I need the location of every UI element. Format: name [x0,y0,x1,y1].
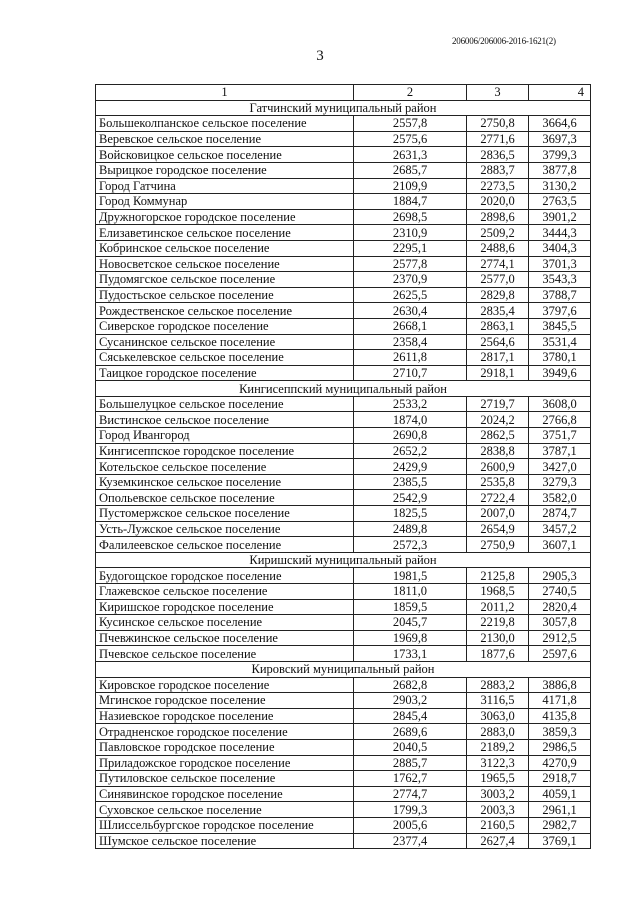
table-row [96,739,591,755]
table-row [96,303,591,319]
value-col-4: 2918,7 [529,771,591,787]
table-row [96,599,591,615]
value-col-3: 2863,1 [467,318,529,334]
value-col-3: 2189,2 [467,739,529,755]
value-col-3: 3122,3 [467,755,529,771]
value-col-3: 2273,5 [467,178,529,194]
value-col-2: 2040,5 [354,739,467,755]
settlement-name: Усть-Лужское сельское поселение [96,521,354,537]
value-col-3: 2020,0 [467,194,529,210]
table-row [96,833,591,849]
section-title: Гатчинский муниципальный район [96,100,591,116]
settlement-name: Котельское сельское поселение [96,459,354,475]
settlement-name: Суховское сельское поселение [96,802,354,818]
settlement-name: Елизаветинское сельское поселение [96,225,354,241]
column-header-2: 2 [354,85,467,101]
value-col-2: 2668,1 [354,318,467,334]
value-col-3: 2918,1 [467,365,529,381]
value-col-2: 2774,7 [354,786,467,802]
value-col-4: 3845,5 [529,318,591,334]
value-col-4: 3769,1 [529,833,591,849]
value-col-4: 3404,3 [529,240,591,256]
value-col-3: 2160,5 [467,817,529,833]
value-col-2: 2385,5 [354,474,467,490]
settlement-name: Таицкое городское поселение [96,365,354,381]
value-col-3: 2838,8 [467,443,529,459]
value-col-4: 4270,9 [529,755,591,771]
value-col-2: 2310,9 [354,225,467,241]
value-col-4: 2874,7 [529,506,591,522]
table-row [96,708,591,724]
value-col-3: 1965,5 [467,771,529,787]
value-col-4: 3444,3 [529,225,591,241]
value-col-2: 2685,7 [354,162,467,178]
table-row [96,116,591,132]
value-col-2: 1969,8 [354,630,467,646]
value-col-3: 2007,0 [467,506,529,522]
settlement-name: Павловское городское поселение [96,739,354,755]
value-col-3: 2719,7 [467,396,529,412]
settlement-name: Рождественское сельское поселение [96,303,354,319]
value-col-4: 4135,8 [529,708,591,724]
value-col-3: 2829,8 [467,287,529,303]
value-col-4: 3787,1 [529,443,591,459]
settlement-name: Сусанинское сельское поселение [96,334,354,350]
value-col-3: 3003,2 [467,786,529,802]
value-col-4: 2912,5 [529,630,591,646]
table-row [96,365,591,381]
table-row [96,771,591,787]
settlement-name: Дружногорское городское поселение [96,209,354,225]
table-row [96,786,591,802]
section-row [96,661,591,677]
settlement-name: Кировское городское поселение [96,677,354,693]
settlement-name: Путиловское сельское поселение [96,771,354,787]
value-col-2: 1874,0 [354,412,467,428]
column-header-3: 3 [467,85,529,101]
value-col-2: 2557,8 [354,116,467,132]
table-row [96,209,591,225]
section-title: Кировский муниципальный район [96,661,591,677]
settlement-name: Пчевское сельское поселение [96,646,354,662]
settlement-name: Большеколпанское сельское поселение [96,116,354,132]
table-row [96,272,591,288]
value-col-3: 2883,0 [467,724,529,740]
table-row [96,490,591,506]
section-row [96,100,591,116]
value-col-2: 2109,9 [354,178,467,194]
value-col-4: 3664,6 [529,116,591,132]
settlement-name: Приладожское городское поселение [96,755,354,771]
value-col-2: 2577,8 [354,256,467,272]
settlement-name: Вырицкое городское поселение [96,162,354,178]
value-col-4: 3780,1 [529,350,591,366]
value-col-2: 2630,4 [354,303,467,319]
value-col-4: 2763,5 [529,194,591,210]
value-col-4: 3130,2 [529,178,591,194]
value-col-2: 2689,6 [354,724,467,740]
value-col-2: 2903,2 [354,693,467,709]
table-row [96,817,591,833]
settlement-name: Будогощское городское поселение [96,568,354,584]
table-row [96,428,591,444]
settlement-name: Пудостьское сельское поселение [96,287,354,303]
value-col-4: 3582,0 [529,490,591,506]
value-col-2: 2370,9 [354,272,467,288]
table-row [96,646,591,662]
value-col-2: 2572,3 [354,537,467,553]
settlement-name: Город Коммунар [96,194,354,210]
value-col-4: 3697,3 [529,131,591,147]
table-header-row [96,85,591,101]
value-col-3: 2774,1 [467,256,529,272]
value-col-4: 3607,1 [529,537,591,553]
table-row [96,240,591,256]
value-col-3: 2600,9 [467,459,529,475]
column-header-4: 4 [529,85,591,101]
settlement-name: Войсковицкое сельское поселение [96,147,354,163]
table-row [96,334,591,350]
value-col-2: 1884,7 [354,194,467,210]
value-col-2: 2377,4 [354,833,467,849]
table-row [96,131,591,147]
value-col-2: 1981,5 [354,568,467,584]
value-col-4: 2597,6 [529,646,591,662]
settlement-name: Мгинское городское поселение [96,693,354,709]
value-col-3: 2750,9 [467,537,529,553]
settlement-name: Кобринское сельское поселение [96,240,354,256]
value-col-2: 2698,5 [354,209,467,225]
settlement-name: Кусинское сельское поселение [96,615,354,631]
table-row [96,350,591,366]
settlement-name: Пудомягское сельское поселение [96,272,354,288]
table-row [96,568,591,584]
settlement-name: Глажевское сельское поселение [96,584,354,600]
table-row [96,412,591,428]
table-row [96,256,591,272]
value-col-2: 1799,3 [354,802,467,818]
value-col-2: 2611,8 [354,350,467,366]
table-row [96,537,591,553]
value-col-4: 3901,2 [529,209,591,225]
table-row [96,584,591,600]
value-col-3: 2011,2 [467,599,529,615]
value-col-4: 3608,0 [529,396,591,412]
value-col-4: 2961,1 [529,802,591,818]
table-row [96,755,591,771]
value-col-3: 3063,0 [467,708,529,724]
table-row [96,225,591,241]
value-col-3: 2125,8 [467,568,529,584]
value-col-4: 3877,8 [529,162,591,178]
value-col-2: 1762,7 [354,771,467,787]
table-row [96,521,591,537]
table-row [96,443,591,459]
value-col-4: 3701,3 [529,256,591,272]
value-col-3: 2836,5 [467,147,529,163]
value-col-4: 3543,3 [529,272,591,288]
settlement-name: Пчевжинское сельское поселение [96,630,354,646]
table-row [96,474,591,490]
value-col-3: 2130,0 [467,630,529,646]
value-col-4: 3427,0 [529,459,591,475]
value-col-4: 4059,1 [529,786,591,802]
settlement-name: Вистинское сельское поселение [96,412,354,428]
value-col-2: 2631,3 [354,147,467,163]
value-col-4: 3859,3 [529,724,591,740]
value-col-3: 2750,8 [467,116,529,132]
settlements-table [95,84,591,849]
value-col-4: 2820,4 [529,599,591,615]
settlement-name: Шумское сельское поселение [96,833,354,849]
settlement-name: Назиевское городское поселение [96,708,354,724]
value-col-3: 1968,5 [467,584,529,600]
section-row [96,552,591,568]
table-row [96,615,591,631]
settlement-name: Пустомержское сельское поселение [96,506,354,522]
settlement-name: Новосветское сельское поселение [96,256,354,272]
value-col-3: 2003,3 [467,802,529,818]
table-row [96,459,591,475]
value-col-4: 2766,8 [529,412,591,428]
value-col-4: 2905,3 [529,568,591,584]
value-col-2: 2575,6 [354,131,467,147]
settlement-name: Шлиссельбургское городское поселение [96,817,354,833]
value-col-4: 3531,4 [529,334,591,350]
document-id: 206006/206006-2016-1621(2) [452,36,556,46]
settlement-name: Фалилеевское сельское поселение [96,537,354,553]
value-col-4: 2982,7 [529,817,591,833]
table-row [96,287,591,303]
settlement-name: Опольевское сельское поселение [96,490,354,506]
settlement-name: Большелуцкое сельское поселение [96,396,354,412]
value-col-3: 2564,6 [467,334,529,350]
value-col-4: 3788,7 [529,287,591,303]
page-number: 3 [316,48,324,64]
value-col-2: 2358,4 [354,334,467,350]
value-col-3: 2577,0 [467,272,529,288]
value-col-4: 2986,5 [529,739,591,755]
value-col-2: 2295,1 [354,240,467,256]
value-col-2: 1825,5 [354,506,467,522]
table-row [96,802,591,818]
table-row [96,396,591,412]
value-col-3: 2654,9 [467,521,529,537]
value-col-3: 2817,1 [467,350,529,366]
value-col-2: 2045,7 [354,615,467,631]
settlement-name: Веревское сельское поселение [96,131,354,147]
value-col-4: 3949,6 [529,365,591,381]
value-col-4: 3279,3 [529,474,591,490]
settlement-name: Киришское городское поселение [96,599,354,615]
value-col-3: 2883,7 [467,162,529,178]
settlement-name: Город Ивангород [96,428,354,444]
settlement-name: Отрадненское городское поселение [96,724,354,740]
table-row [96,506,591,522]
value-col-4: 3457,2 [529,521,591,537]
value-col-2: 2690,8 [354,428,467,444]
table-row [96,318,591,334]
value-col-3: 2535,8 [467,474,529,490]
value-col-2: 2005,6 [354,817,467,833]
value-col-3: 2488,6 [467,240,529,256]
value-col-2: 2885,7 [354,755,467,771]
value-col-2: 2489,8 [354,521,467,537]
section-title: Кингисеппский муниципальный район [96,381,591,397]
table-row [96,194,591,210]
table-row [96,162,591,178]
settlement-name: Куземкинское сельское поселение [96,474,354,490]
value-col-4: 3799,3 [529,147,591,163]
settlement-name: Синявинское городское поселение [96,786,354,802]
value-col-4: 4171,8 [529,693,591,709]
value-col-4: 3751,7 [529,428,591,444]
settlement-name: Сяськелевское сельское поселение [96,350,354,366]
value-col-2: 2429,9 [354,459,467,475]
value-col-3: 2862,5 [467,428,529,444]
column-header-1: 1 [96,85,354,101]
value-col-3: 2627,4 [467,833,529,849]
value-col-4: 2740,5 [529,584,591,600]
value-col-2: 2625,5 [354,287,467,303]
value-col-3: 1877,6 [467,646,529,662]
value-col-3: 2722,4 [467,490,529,506]
table-row [96,147,591,163]
table-row [96,693,591,709]
section-row [96,381,591,397]
value-col-2: 1859,5 [354,599,467,615]
section-title: Киришский муниципальный район [96,552,591,568]
settlement-name: Сиверское городское поселение [96,318,354,334]
settlement-name: Город Гатчина [96,178,354,194]
value-col-4: 3886,8 [529,677,591,693]
value-col-3: 3116,5 [467,693,529,709]
value-col-3: 2219,8 [467,615,529,631]
settlement-name: Кингисеппское городское поселение [96,443,354,459]
value-col-2: 2710,7 [354,365,467,381]
table-row [96,724,591,740]
value-col-2: 2533,2 [354,396,467,412]
value-col-2: 1811,0 [354,584,467,600]
value-col-2: 2845,4 [354,708,467,724]
value-col-3: 2509,2 [467,225,529,241]
value-col-3: 2883,2 [467,677,529,693]
value-col-2: 2682,8 [354,677,467,693]
value-col-3: 2024,2 [467,412,529,428]
table-row [96,630,591,646]
value-col-4: 3797,6 [529,303,591,319]
value-col-3: 2835,4 [467,303,529,319]
value-col-4: 3057,8 [529,615,591,631]
value-col-3: 2771,6 [467,131,529,147]
value-col-3: 2898,6 [467,209,529,225]
value-col-2: 2542,9 [354,490,467,506]
value-col-2: 1733,1 [354,646,467,662]
table-row [96,677,591,693]
table-row [96,178,591,194]
value-col-2: 2652,2 [354,443,467,459]
